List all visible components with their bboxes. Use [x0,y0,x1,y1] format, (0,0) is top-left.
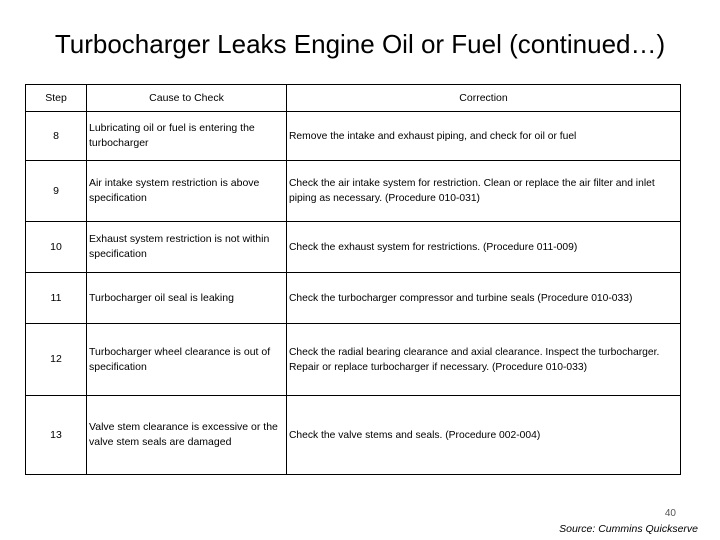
correction-cell: Check the radial bearing clearance and axial clearance. Inspect the turbocharger. Repair or replace turbocharger if necessary. (Procedure 010-033) [287,324,681,396]
table-row [26,396,681,475]
source-citation: Source: Cummins Quickserve [559,523,698,535]
cause-cell: Air intake system restriction is above specification [87,161,287,222]
table-row [26,273,681,324]
column-header-cause: Cause to Check [87,85,287,112]
page-number: 40 [664,508,676,519]
table-row [26,222,681,273]
table-row [26,112,681,161]
correction-cell: Check the valve stems and seals. (Procedure 002-004) [287,396,681,475]
step-cell: 13 [26,396,87,475]
page-title: Turbocharger Leaks Engine Oil or Fuel (continued…) [54,29,666,59]
correction-cell: Check the turbocharger compressor and turbine seals (Procedure 010-033) [287,273,681,324]
table-header-row [26,85,681,112]
correction-cell: Check the air intake system for restriction. Clean or replace the air filter and inlet piping as necessary. (Procedure 010-031) [287,161,681,222]
step-cell: 12 [26,324,87,396]
cause-cell: Turbocharger oil seal is leaking [87,273,287,324]
column-header-step: Step [26,85,87,112]
step-cell: 8 [26,112,87,161]
cause-cell: Lubricating oil or fuel is entering the turbocharger [87,112,287,161]
correction-cell: Check the exhaust system for restrictions. (Procedure 011-009) [287,222,681,273]
cause-cell: Turbocharger wheel clearance is out of specification [87,324,287,396]
troubleshooting-table [25,84,681,475]
column-header-correction: Correction [287,85,681,112]
table-row [26,161,681,222]
correction-cell: Remove the intake and exhaust piping, and check for oil or fuel [287,112,681,161]
cause-cell: Exhaust system restriction is not within specification [87,222,287,273]
table-row [26,324,681,396]
step-cell: 10 [26,222,87,273]
step-cell: 9 [26,161,87,222]
step-cell: 11 [26,273,87,324]
cause-cell: Valve stem clearance is excessive or the valve stem seals are damaged [87,396,287,475]
